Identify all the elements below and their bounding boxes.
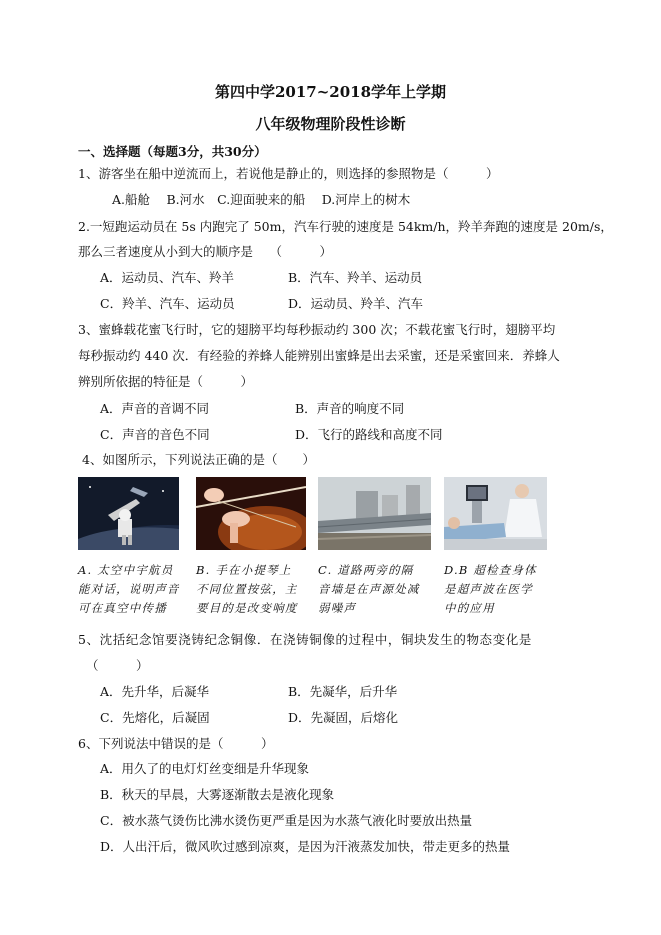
q4-caption-d	[444, 561, 537, 618]
caption-line: 可在真空中传播	[78, 601, 167, 615]
photo-violin	[196, 477, 306, 550]
q1-stem: 1、游客坐在船中逆流而上，若说他是静止的，则选择的参照物是（ ）	[78, 166, 499, 181]
q3-stem-line3: 辨别所依据的特征是（ ）	[78, 374, 254, 389]
caption-line: D.B 超检查身体	[444, 563, 537, 577]
q5-option-b: B．先凝华，后升华	[288, 684, 398, 699]
q2-option-b: B．汽车、羚羊、运动员	[288, 270, 423, 285]
caption-line: C. 道路两旁的隔	[318, 563, 414, 577]
q6-option-c: C．被水蒸气烫伤比沸水烫伤更严重是因为水蒸气液化时要放出热量	[100, 813, 473, 828]
caption-line: B. 手在小提琴上	[196, 563, 292, 577]
q5-stem: 5、沈括纪念馆要浇铸纪念铜像．在浇铸铜像的过程中，铜块发生的物态变化是	[78, 632, 532, 647]
q3-option-b: B．声音的响度不同	[295, 401, 405, 416]
q3-stem-line2: 每秒振动约 440 次．有经验的养蜂人能辨别出蜜蜂是出去采蜜，还是采蜜回来．养蜂人	[78, 348, 560, 363]
q5-option-c: C．先熔化，后凝固	[100, 710, 210, 725]
q3-option-c: C．声音的音色不同	[100, 427, 210, 442]
caption-line: 能对话，说明声音	[78, 582, 180, 596]
page-title: 第四中学2017~2018学年上学期	[214, 83, 447, 101]
caption-line: 音墙是在声源处减	[318, 582, 420, 596]
caption-line: 是超声波在医学	[444, 582, 533, 596]
caption-line: 不同位置按弦，主	[196, 582, 298, 596]
q2-stem-line2: 那么三者速度从小到大的顺序是 （ ）	[78, 244, 332, 259]
q6-stem: 6、下列说法中错误的是（ ）	[78, 736, 274, 751]
q2-option-d: D．运动员、羚羊、汽车	[288, 296, 424, 311]
q2-stem-line1: 2.一短跑运动员在 5s 内跑完了 50m，汽车行驶的速度是 54km/h，羚羊奔跑的速度是 20m/s，	[78, 219, 613, 234]
q6-option-a: A．用久了的电灯灯丝变细是升华现象	[100, 761, 310, 776]
q4-caption-c	[318, 561, 420, 618]
q1-options: A.船舱 B.河水 C.迎面驶来的船 D.河岸上的树木	[112, 192, 411, 207]
q4-caption-b	[196, 561, 298, 618]
caption-line: A. 太空中宇航员	[78, 563, 174, 577]
q4-caption-a	[78, 561, 180, 618]
q2-option-c: C．羚羊、汽车、运动员	[100, 296, 235, 311]
q3-option-a: A．声音的音调不同	[100, 401, 210, 416]
photo-astronaut	[78, 477, 179, 550]
q6-option-b: B．秋天的早晨，大雾逐渐散去是液化现象	[100, 787, 335, 802]
q3-option-d: D．飞行的路线和高度不同	[295, 427, 443, 442]
page-subtitle: 八年级物理阶段性诊断	[255, 115, 406, 133]
photo-sound-barrier	[318, 477, 431, 550]
q5-option-d: D．先凝固，后熔化	[288, 710, 399, 725]
caption-line: 要目的是改变响度	[196, 601, 298, 615]
caption-line: 中的应用	[444, 601, 495, 615]
q5-option-a: A．先升华，后凝华	[100, 684, 210, 699]
q2-option-a: A．运动员、汽车、羚羊	[100, 270, 235, 285]
photo-ultrasound	[444, 477, 547, 550]
q4-stem: 4、如图所示，下列说法正确的是（ ）	[82, 452, 315, 467]
q6-option-d: D．人出汗后，微风吹过感到凉爽，是因为汗液蒸发加快，带走更多的热量	[100, 839, 511, 854]
section-heading: 一、选择题（每题3分，共30分）	[78, 144, 267, 159]
q3-stem-line1: 3、蜜蜂载花蜜飞行时，它的翅膀平均每秒振动约 300 次；不载花蜜飞行时，翅膀平均	[78, 322, 556, 337]
caption-line: 弱噪声	[318, 601, 357, 615]
q5-paren: （ ）	[86, 658, 149, 673]
